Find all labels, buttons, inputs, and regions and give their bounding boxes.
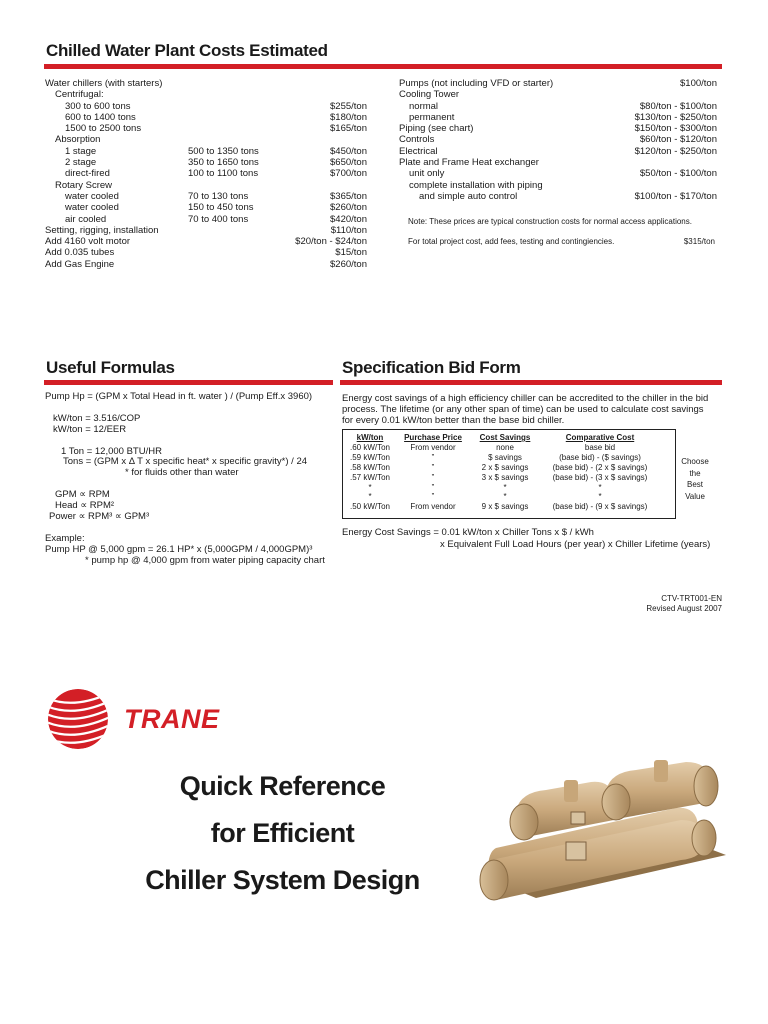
formula-line: * pump hp @ 4,000 gpm from water piping capacity chart <box>85 554 325 566</box>
bid-table-box <box>342 429 676 519</box>
chiller-illustration-icon <box>476 750 736 910</box>
bid-cell: (base bid) - ($ savings) <box>559 452 641 462</box>
doc-id: CTV-TRT001-EN <box>661 594 722 603</box>
formula-line: 1 Ton = 12,000 BTU/HR <box>61 445 162 457</box>
cost-label: 1 stage <box>65 145 97 157</box>
bid-cell: (base bid) - (3 x $ savings) <box>552 472 648 482</box>
cost-row <box>45 157 367 168</box>
formula-line: Example: <box>45 532 85 544</box>
bid-cell: .59 kW/Ton <box>349 452 390 462</box>
bid-heading: Specification Bid Form <box>342 358 521 377</box>
cost-row <box>399 168 717 179</box>
cost-range: 70 to 130 tons <box>188 190 249 202</box>
cost-price: $60/ton - $120/ton <box>639 134 717 146</box>
cost-price: $100/ton <box>680 78 717 89</box>
title-line-1: Quick Reference <box>179 771 386 801</box>
bid-cell: 2 x $ savings <box>481 462 529 472</box>
cost-price: $130/ton - $250/ton <box>634 111 717 123</box>
energy-formula-line2: x Equivalent Full Load Hours (per year) x Chiller Lifetime (years) <box>440 539 711 550</box>
formula-line: kW/ton = 3.516/COP <box>53 412 141 424</box>
bid-cell: * <box>598 492 602 502</box>
bid-cell: * <box>368 482 372 492</box>
cost-row <box>45 191 367 202</box>
bid-row <box>343 453 659 463</box>
formula-line: Tons = (GPM x Δ T x specific heat* x specific gravity*) / 24 <box>63 456 308 468</box>
cost-row <box>45 236 367 247</box>
bid-cell: .50 kW/Ton <box>349 502 390 512</box>
bid-cell: From vendor <box>410 442 456 452</box>
bid-cell: * <box>503 492 507 502</box>
cost-row <box>45 225 367 236</box>
cost-price: $80/ton - $100/ton <box>639 100 717 112</box>
cost-row <box>399 89 717 100</box>
bid-table <box>343 433 659 512</box>
bid-header-savings: Cost Savings <box>479 433 531 442</box>
cost-price: $20/ton - $24/ton <box>295 236 367 248</box>
formula-line: GPM ∝ RPM <box>55 489 110 501</box>
cost-row <box>399 78 717 89</box>
cost-price: $100/ton - $170/ton <box>634 190 717 202</box>
cost-price: $15/ton <box>335 247 367 259</box>
bid-header-comparative: Comparative Cost <box>565 433 635 442</box>
formula-line: * for fluids other than water <box>125 467 239 479</box>
cost-row <box>45 123 367 134</box>
cost-label: complete installation with piping <box>409 179 543 191</box>
cost-label: air cooled <box>65 213 107 225</box>
cost-row <box>399 180 717 191</box>
costs-heading: Chilled Water Plant Costs Estimated <box>46 41 328 60</box>
cost-range: 500 to 1350 tons <box>188 145 259 157</box>
bid-cell: From vendor <box>410 502 456 512</box>
bid-cell: * <box>598 482 602 492</box>
cost-row <box>399 101 717 112</box>
bid-header-kw: kW/ton <box>356 433 384 442</box>
cost-row <box>45 202 367 213</box>
cost-row <box>45 168 367 179</box>
cost-range: 70 to 400 tons <box>188 213 249 225</box>
cost-label: direct-fired <box>65 168 110 180</box>
costs-note: Note: These prices are typical construction costs for normal access applications. <box>408 217 692 226</box>
cost-row <box>399 146 717 157</box>
bid-cell: ” <box>431 492 435 502</box>
formula-line: Head ∝ RPM² <box>55 500 115 512</box>
formula-line: Pump Hp = (GPM x Total Head in ft. water ) / (Pump Eff.x 3960) <box>45 391 313 402</box>
bid-row <box>343 443 659 453</box>
bid-cell: 9 x $ savings <box>481 502 529 512</box>
cost-price: $650/ton <box>330 157 367 169</box>
cost-label: Add 0.035 tubes <box>45 247 115 259</box>
bid-cell: ” <box>431 462 435 472</box>
bid-cell: .58 kW/Ton <box>349 462 390 472</box>
cost-label: permanent <box>409 111 455 123</box>
cost-row <box>45 78 367 89</box>
trane-logo <box>44 687 244 751</box>
cost-label: and simple auto control <box>419 190 518 202</box>
cost-row <box>45 247 367 258</box>
cost-label: water cooled <box>65 202 119 214</box>
cost-price: $700/ton <box>330 168 367 180</box>
cost-row <box>399 123 717 134</box>
cost-label: water cooled <box>65 190 119 202</box>
bid-cell: ” <box>431 472 435 482</box>
bid-row <box>343 492 659 502</box>
cost-label: Setting, rigging, installation <box>45 224 159 236</box>
choose-line: Choose <box>681 457 709 466</box>
cost-price: $120/ton - $250/ton <box>634 145 717 157</box>
formula-line <box>45 436 345 447</box>
cost-range: 150 to 450 tons <box>188 202 254 214</box>
bid-cell: .57 kW/Ton <box>349 472 390 482</box>
cost-label: 1500 to 2500 tons <box>65 123 142 135</box>
energy-formula-line1: Energy Cost Savings = 0.01 kW/ton x Chiller Tons x $ / kWh <box>342 527 594 538</box>
formula-line <box>45 523 345 534</box>
bid-rule <box>340 380 722 385</box>
bid-cell: $ savings <box>488 452 522 462</box>
cost-label: unit only <box>409 168 445 180</box>
cost-label: Add 4160 volt motor <box>45 236 131 248</box>
bid-intro: Energy cost savings of a high efficiency chiller can be accredited to the chiller in the bid process. The lifetime (or any other span of time) can be used to calculate cost savings for every 0.01 kW/ton better than the base bid chiller. <box>342 393 709 426</box>
cost-row <box>45 112 367 123</box>
cost-price: $255/ton <box>330 100 367 112</box>
cost-label: Piping (see chart) <box>399 123 474 135</box>
cost-range: 350 to 1650 tons <box>188 157 259 169</box>
trane-wordmark: TRANE <box>124 704 220 734</box>
cost-row <box>45 101 367 112</box>
cost-row <box>45 146 367 157</box>
cost-label: 2 stage <box>65 157 97 169</box>
bid-cell: * <box>503 482 507 492</box>
formula-line: kW/ton = 12/EER <box>53 423 127 435</box>
bid-row <box>343 502 659 512</box>
cost-label: 600 to 1400 tons <box>65 111 136 123</box>
title-line-3: Chiller System Design <box>145 865 420 895</box>
formulas-block <box>45 392 345 566</box>
choose-line: Best <box>686 480 703 489</box>
cost-label: Water chillers (with starters) <box>45 78 163 89</box>
cost-label: Pumps (not including VFD or starter) <box>399 78 554 89</box>
cost-price: $260/ton <box>330 202 367 214</box>
cost-label: Add Gas Engine <box>45 258 115 270</box>
costs-total-label: For total project cost, add fees, testing and contingiencies. <box>408 237 615 246</box>
choose-line: Value <box>685 491 705 501</box>
bid-cell: ” <box>431 482 435 492</box>
bid-row <box>343 483 659 493</box>
cost-row <box>399 157 717 168</box>
formula-line: Pump HP @ 5,000 gpm = 26.1 HP* x (5,000GPM / 4,000GPM)³ <box>45 543 313 555</box>
cost-row <box>399 112 717 123</box>
bid-cell: ” <box>431 452 435 462</box>
cost-price: $110/ton <box>330 224 367 236</box>
costs-total-price: $315/ton <box>683 237 715 246</box>
cost-row <box>45 134 367 145</box>
formulas-heading: Useful Formulas <box>46 358 175 377</box>
choose-best-value <box>676 456 714 502</box>
costs-rule <box>44 64 722 69</box>
cost-label: Absorption <box>55 134 101 146</box>
cost-row <box>45 214 367 225</box>
bid-cell: none <box>496 442 514 452</box>
cost-row <box>45 259 367 270</box>
cost-row <box>45 180 367 191</box>
cost-label: 300 to 600 tons <box>65 100 131 112</box>
cost-range: 100 to 1100 tons <box>188 168 259 180</box>
cost-price: $180/ton <box>330 111 367 123</box>
bid-row <box>343 473 659 483</box>
choose-line: the <box>689 468 701 478</box>
cost-price: $50/ton - $100/ton <box>639 168 717 180</box>
cost-label: Cooling Tower <box>399 89 460 101</box>
bid-cell: 3 x $ savings <box>481 472 529 482</box>
cost-price: $365/ton <box>330 190 367 202</box>
formula-line: Power ∝ RPM³ ∝ GPM³ <box>49 510 150 522</box>
cost-label: Centrifugal: <box>55 89 104 101</box>
cost-row <box>399 134 717 145</box>
cost-price: $260/ton <box>330 258 367 270</box>
formulas-rule <box>44 380 333 385</box>
trane-logo-mark-icon <box>44 687 114 751</box>
cost-row <box>45 89 367 100</box>
cost-label: Controls <box>399 134 435 146</box>
cost-label: Plate and Frame Heat exchanger <box>399 157 539 169</box>
revised-date: Revised August 2007 <box>646 604 722 613</box>
cost-label: normal <box>409 100 439 112</box>
cost-row <box>399 191 717 202</box>
chiller-image <box>476 750 736 910</box>
cost-label: Electrical <box>399 145 438 157</box>
title-line-2: for Efficient <box>210 818 355 848</box>
cost-price: $165/ton <box>330 123 367 135</box>
bid-cell: (base bid) - (2 x $ savings) <box>552 462 648 472</box>
bid-cell: base bid <box>584 442 616 452</box>
bid-row <box>343 463 659 473</box>
costs-right-list <box>399 78 717 202</box>
cost-price: $150/ton - $300/ton <box>634 123 717 135</box>
cost-price: $420/ton <box>330 213 367 225</box>
cost-label: Rotary Screw <box>55 179 113 191</box>
bid-cell: * <box>368 492 372 502</box>
bid-cell: (base bid) - (9 x $ savings) <box>552 502 648 512</box>
bid-header-price: Purchase Price <box>404 433 462 442</box>
bid-cell: .60 kW/Ton <box>349 442 390 452</box>
costs-left-list <box>45 78 367 270</box>
cost-price: $450/ton <box>330 145 367 157</box>
